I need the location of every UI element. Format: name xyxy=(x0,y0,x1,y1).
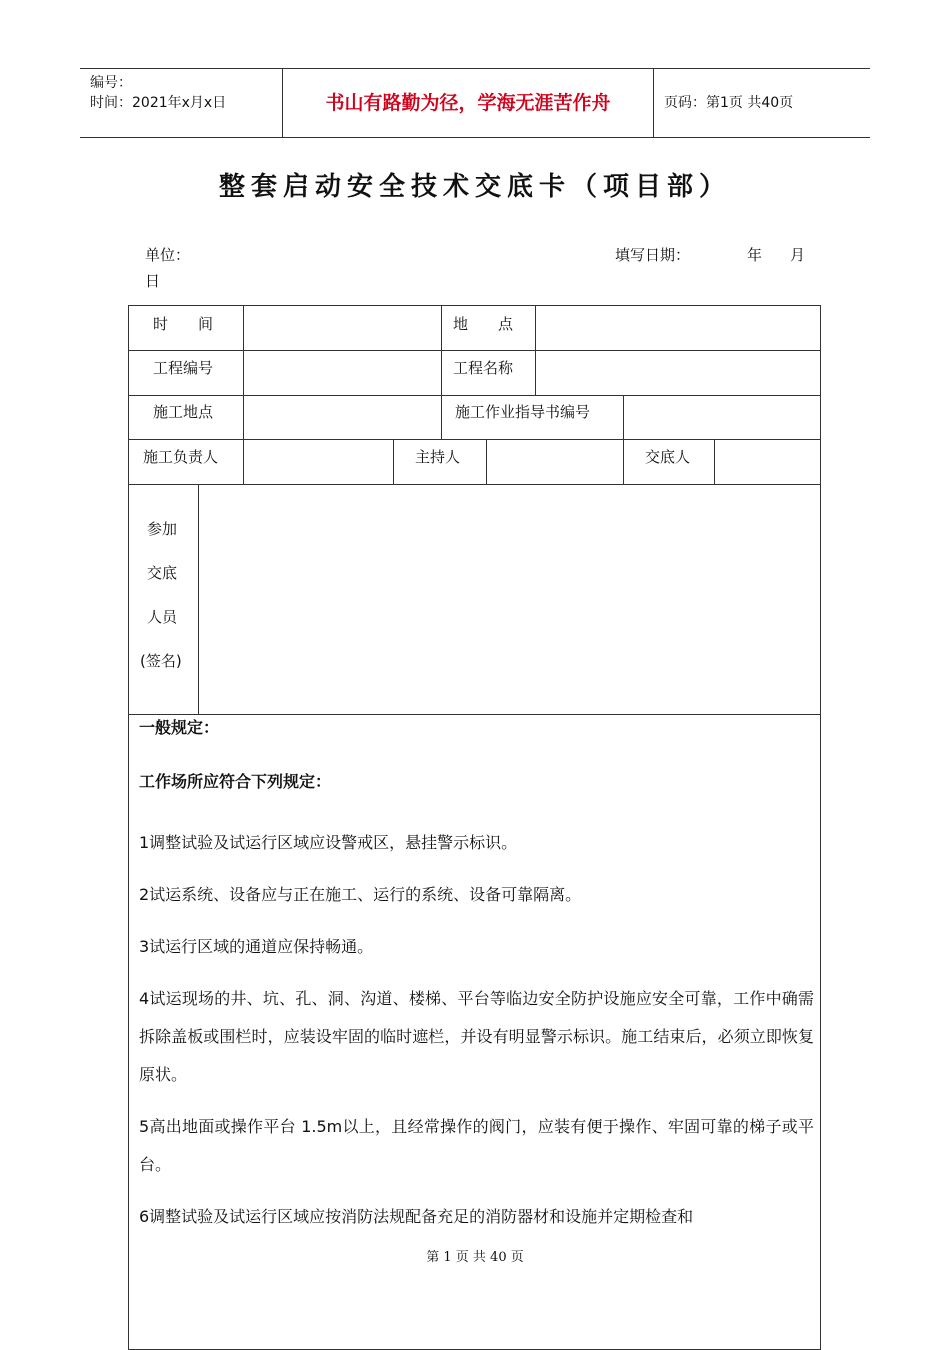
rules-subheading: 工作场所应符合下列规定： xyxy=(139,772,332,791)
code-label: 编号： xyxy=(90,75,132,91)
rule-item: 2试运系统、设备应与正在施工、运行的系统、设备可靠隔离。 xyxy=(139,885,582,904)
general-rules xyxy=(139,716,814,1250)
leader-label: 施工负责人 xyxy=(143,448,219,466)
page-info: 页码：第1页 共40页 xyxy=(664,95,794,111)
unit-label: 单位： xyxy=(145,246,191,264)
place-field-label: 地 点 xyxy=(453,315,514,333)
motto: 书山有路勤为径，学海无涯苦作舟 xyxy=(282,69,654,137)
site-label: 施工地点 xyxy=(153,403,214,421)
page-footer: 第 1 页 共 40 页 xyxy=(426,1250,524,1265)
rule-item: 6调整试验及试运行区域应按消防法规配备充足的消防器材和设施并定期检查和 xyxy=(139,1207,694,1226)
project-name-label: 工程名称 xyxy=(453,359,514,377)
guide-no-label: 施工作业指导书编号 xyxy=(455,403,591,421)
presenter-label: 交底人 xyxy=(645,448,691,466)
date-label: 填写日期： xyxy=(615,246,691,264)
participants-label-2: 交底 xyxy=(147,564,178,582)
day-label: 日 xyxy=(145,272,161,290)
rule-item: 3试运行区域的通道应保持畅通。 xyxy=(139,937,374,956)
header-info xyxy=(80,69,282,137)
participants-label-4: (签名) xyxy=(140,652,182,670)
rules-heading: 一般规定： xyxy=(139,718,220,737)
participants-label-1: 参加 xyxy=(147,520,178,538)
time-label: 时间：2021年x月x日 xyxy=(90,95,227,111)
month-label: 月 xyxy=(790,246,806,264)
project-no-label: 工程编号 xyxy=(153,359,214,377)
document-header xyxy=(80,68,870,138)
year-label: 年 xyxy=(747,246,763,264)
time-field-label: 时 间 xyxy=(153,315,214,333)
disclosure-form xyxy=(128,305,821,1350)
page-title: 整套启动安全技术交底卡（项目部） xyxy=(218,172,731,202)
participants-label-3: 人员 xyxy=(147,608,178,626)
rule-item: 4试运现场的井、坑、孔、洞、沟道、楼梯、平台等临边安全防护设施应安全可靠，工作中确需拆除盖板或围栏时，应装设牢固的临时遮栏，并设有明显警示标识。施工结束后，必须立即恢复原状。 xyxy=(139,989,814,1084)
rule-item: 1调整试验及试运行区域应设警戒区，悬挂警示标识。 xyxy=(139,833,518,852)
rule-item: 5高出地面或操作平台 1.5m以上，且经常操作的阀门，应装有便于操作、牢固可靠的梯子或平台。 xyxy=(139,1117,814,1174)
host-label: 主持人 xyxy=(415,448,461,466)
